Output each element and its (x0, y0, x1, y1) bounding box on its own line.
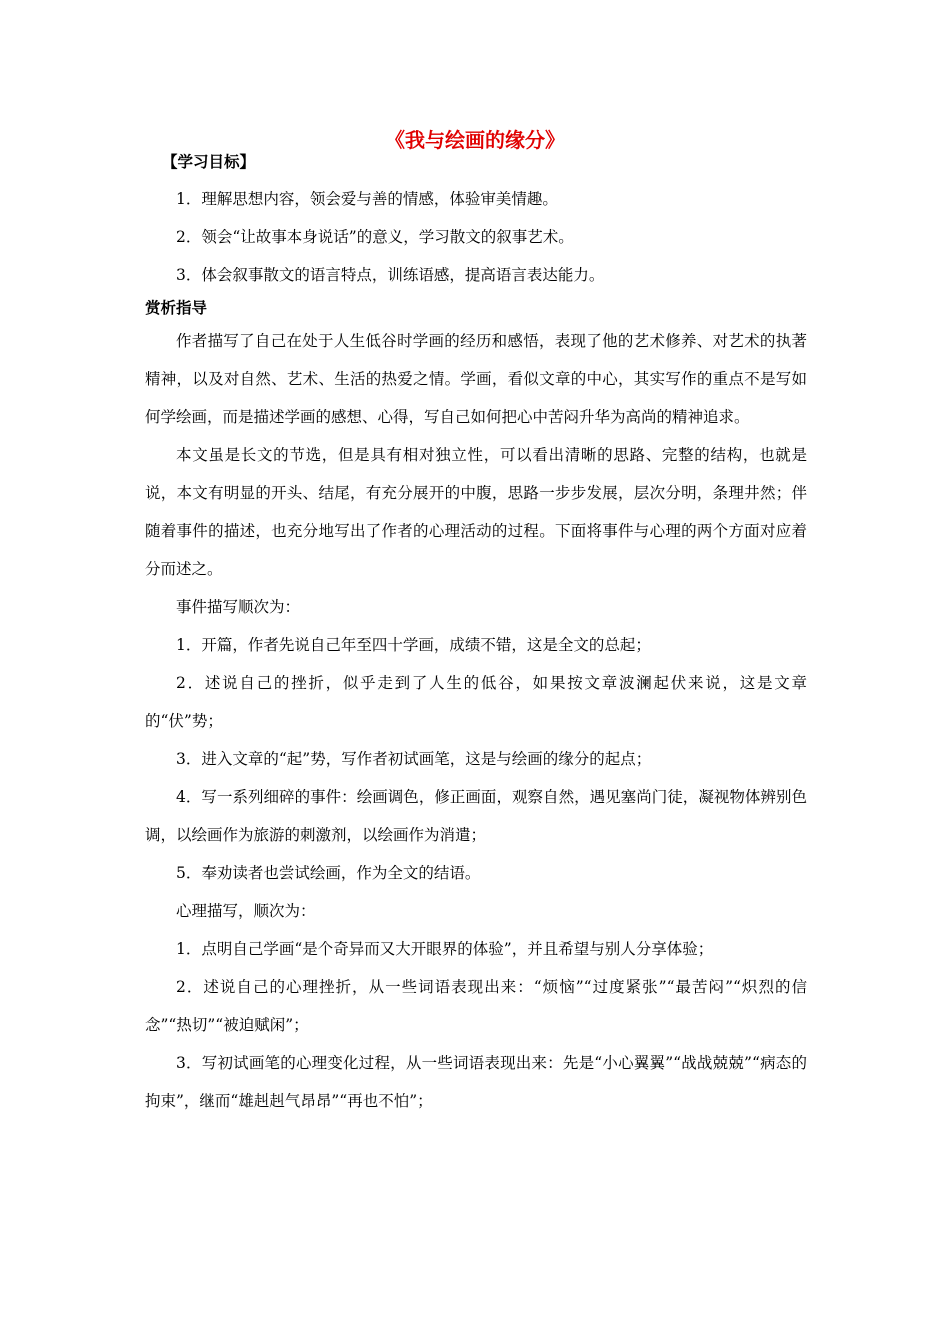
guide-paragraph: 心理描写，顺次为： (176, 902, 316, 920)
objectives-list (145, 180, 807, 294)
guide-paragraph: 2．述说自己的心理挫折，从一些词语表现出来：“烦恼”“过度紧张”“最苦闷”“炽烈的信念”“热切”“被迫赋闲”； (145, 978, 807, 1034)
guide-paragraph: 1．开篇，作者先说自己年至四十学画，成绩不错，这是全文的总起； (176, 636, 651, 654)
objective-item: 2．领会“让故事本身说话”的意义，学习散文的叙事艺术。 (176, 228, 574, 246)
objectives-heading: 【学习目标】 (162, 153, 256, 171)
guide-paragraph: 1．点明自己学画“是个奇异而又大开眼界的体验”，并且希望与别人分享体验； (176, 940, 714, 958)
objective-item: 3．体会叙事散文的语言特点，训练语感，提高语言表达能力。 (176, 266, 605, 284)
guide-body (145, 322, 807, 1120)
guide-paragraph: 事件描写顺次为： (176, 598, 301, 616)
guide-paragraph: 4．写一系列细碎的事件：绘画调色，修正画面，观察自然，遇见塞尚门徒，凝视物体辨别色调，以绘画作为旅游的刺激剂，以绘画作为消遣； (145, 788, 807, 844)
guide-paragraph: 3．进入文章的“起”势，写作者初试画笔，这是与绘画的缘分的起点； (176, 750, 652, 768)
guide-paragraph: 作者描写了自己在处于人生低谷时学画的经历和感悟，表现了他的艺术修养、对艺术的执著精神，以及对自然、艺术、生活的热爱之情。学画，看似文章的中心，其实写作的重点不是写如何学绘画，而是描述学画的感想、心得，写自己如何把心中苦闷升华为高尚的精神追求。 (145, 332, 807, 426)
guide-paragraph: 5．奉劝读者也尝试绘画，作为全文的结语。 (176, 864, 481, 882)
guide-paragraph: 2．述说自己的挫折，似乎走到了人生的低谷，如果按文章波澜起伏来说，这是文章的“伏”势； (145, 674, 807, 730)
document-title: 《我与绘画的缘分》 (385, 128, 565, 152)
objective-item: 1．理解思想内容，领会爱与善的情感，体验审美情趣。 (176, 190, 558, 208)
guide-paragraph: 3．写初试画笔的心理变化过程，从一些词语表现出来：先是“小心翼翼”“战战兢兢”“病态的拘束”，继而“雄赳赳气昂昂”“再也不怕”； (145, 1054, 807, 1110)
guide-paragraph: 本文虽是长文的节选，但是具有相对独立性，可以看出清晰的思路、完整的结构，也就是说，本文有明显的开头、结尾，有充分展开的中腹，思路一步步发展，层次分明，条理井然；伴随着事件的描述，也充分地写出了作者的心理活动的过程。下面将事件与心理的两个方面对应着分而述之。 (145, 446, 807, 578)
guide-heading: 赏析指导 (145, 299, 208, 317)
